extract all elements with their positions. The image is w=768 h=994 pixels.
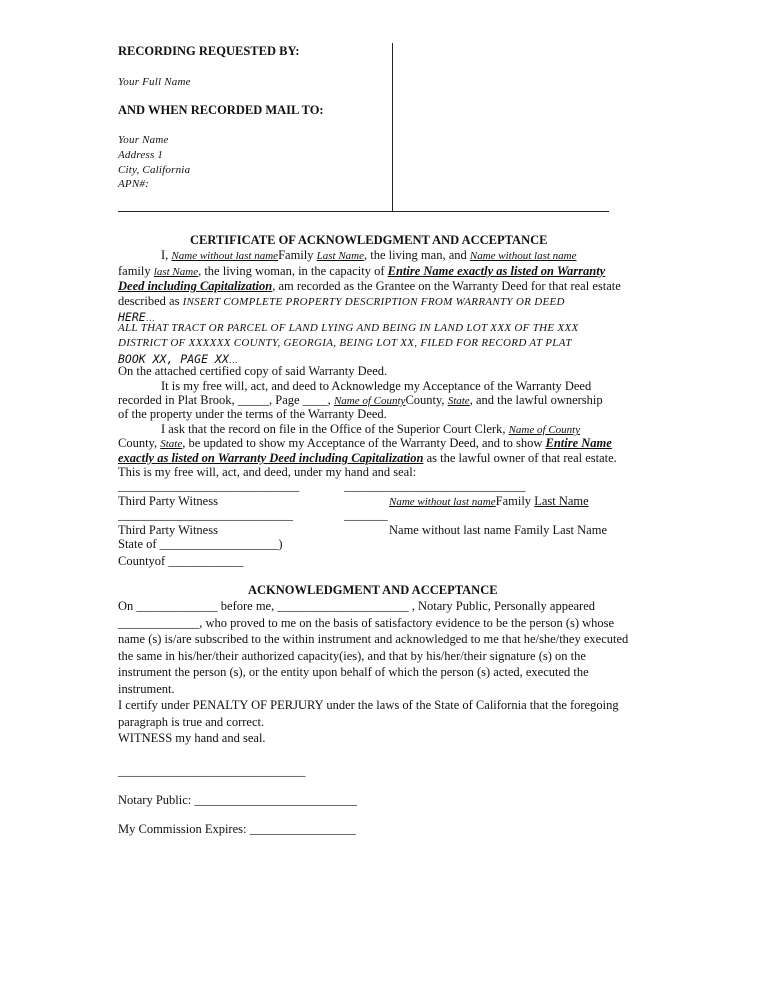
county-placeholder: Name of County <box>333 395 406 407</box>
cert-text: , the living woman, in the capacity of <box>198 264 388 278</box>
ack-line-1: On _____________ before me, _____________________ , Notary Public, Personally appeared <box>118 599 596 613</box>
header-vertical-divider <box>392 43 393 212</box>
cert-text: County, <box>405 393 448 407</box>
your-full-name-placeholder: Your Full Name <box>118 76 191 88</box>
grantee-name-2: Name without last name Family Last Name <box>389 523 608 537</box>
cert-text: I, <box>161 248 172 262</box>
cert-line-11 <box>118 393 603 408</box>
cert-line-14 <box>118 436 612 451</box>
entire-name-emphasis: Deed including Capitalization <box>118 279 273 293</box>
cert-text: County, <box>118 436 161 450</box>
here-text: HERE <box>118 310 146 324</box>
cert-text: family <box>118 264 154 278</box>
cert-line-16: This is my free will, act, and deed, under my hand and seal: <box>118 465 417 479</box>
notary-signature-line: ______________________________ <box>118 764 306 778</box>
cert-line-7: DISTRICT OF XXXXXX COUNTY, GEORGIA, BEING LOT XX, FILED FOR RECORD AT PLAT <box>118 337 572 349</box>
ellipsis: … <box>145 313 155 323</box>
acknowledgment-title: ACKNOWLEDGMENT AND ACCEPTANCE <box>248 583 498 597</box>
ack-line-7: I certify under PENALTY OF PERJURY under the laws of the State of California that the foregoing <box>118 698 619 712</box>
header-horizontal-divider <box>118 211 609 212</box>
cert-text: , be updated to show my Acceptance of the Warranty Deed, and to show <box>182 436 546 450</box>
ack-line-5: instrument the person (s), or the entity upon behalf of which the person (s) acted, executed the <box>118 665 589 679</box>
property-description-placeholder: INSERT COMPLETE PROPERTY DESCRIPTION FROM WARRANTY OR DEED <box>182 296 565 308</box>
your-name-placeholder: Your Name <box>118 134 169 146</box>
ack-line-8: paragraph is true and correct. <box>118 715 265 729</box>
commission-expires-line: My Commission Expires: _________________ <box>118 822 356 836</box>
book-page-text: BOOK XX, PAGE XX <box>118 352 229 366</box>
ellipsis: … <box>228 355 238 365</box>
recording-requested-heading: RECORDING REQUESTED BY: <box>118 44 300 58</box>
cert-text: , and the lawful ownership <box>469 393 603 407</box>
grantee-signature-line: _____________________________ <box>344 479 526 493</box>
mail-to-heading: AND WHEN RECORDED MAIL TO: <box>118 103 324 117</box>
apn-placeholder: APN#: <box>118 178 149 190</box>
cert-line-2 <box>118 264 605 279</box>
ack-line-2: _____________, who proved to me on the basis of satisfactory evidence to be the person (s) whose <box>118 616 615 630</box>
witness-signature-line-2: ____________________________ <box>118 508 293 522</box>
last-name-placeholder: last Name <box>153 266 199 278</box>
address-placeholder: Address 1 <box>118 149 164 161</box>
last-name-text: Last Name <box>534 494 589 508</box>
ack-line-9: WITNESS my hand and seal. <box>118 731 266 745</box>
cert-text: described as <box>118 294 183 308</box>
cert-text: , the living man, and <box>363 248 470 262</box>
grantee-name-1 <box>389 494 589 509</box>
cert-line-6: ALL THAT TRACT OR PARCEL OF LAND LYING AND BEING IN LAND LOT XXX OF THE XXX <box>118 322 579 334</box>
notary-public-line: Notary Public: __________________________ <box>118 793 357 807</box>
county-placeholder: Name of County <box>508 424 581 436</box>
sig-text: Family <box>495 494 535 508</box>
cert-line-4 <box>118 294 565 309</box>
state-placeholder: State <box>447 395 470 407</box>
state-of-line: State of ___________________) <box>118 537 283 551</box>
cert-text: as the lawful owner of that real estate. <box>423 451 617 465</box>
ack-line-4: the same in his/her/their authorized capacity(ies), and that by his/her/their signature (s) on the <box>118 649 586 663</box>
cert-line-13 <box>161 422 580 437</box>
ack-line-3: name (s) is/are subscribed to the within instrument and acknowledged to me that he/she/they executed <box>118 632 629 646</box>
city-placeholder: City, California <box>118 164 191 176</box>
cert-line-15 <box>118 451 617 466</box>
cert-line-9: On the attached certified copy of said Warranty Deed. <box>118 364 388 378</box>
name-placeholder: Name without last name <box>469 250 577 262</box>
cert-text: Family <box>278 248 317 262</box>
cert-text: , am recorded as the Grantee on the Warranty Deed for that real estate <box>272 279 621 293</box>
certificate-title: CERTIFICATE OF ACKNOWLEDGMENT AND ACCEPTANCE <box>190 233 548 247</box>
cert-line-10: It is my free will, act, and deed to Acknowledge my Acceptance of the Warranty Deed <box>161 379 592 393</box>
cert-text: recorded in Plat Brook, _____, Page ____, <box>118 393 334 407</box>
name-placeholder: Name without last name <box>389 496 496 508</box>
witness-label-2: Third Party Witness <box>118 523 218 537</box>
cert-line-3 <box>118 279 621 294</box>
entire-name-emphasis: Entire Name <box>545 436 612 450</box>
last-name-placeholder: Last Name <box>316 250 364 262</box>
cert-line-1 <box>161 248 577 263</box>
witness-label-1: Third Party Witness <box>118 494 218 508</box>
county-of-line: Countyof ____________ <box>118 554 244 568</box>
state-placeholder: State <box>160 438 183 450</box>
ack-line-6: instrument. <box>118 682 175 696</box>
cert-text: I ask that the record on file in the Office of the Superior Court Clerk, <box>161 422 509 436</box>
grantee-signature-line-2: _______ <box>344 508 388 522</box>
witness-signature-line: _____________________________ <box>118 479 300 493</box>
entire-name-emphasis: Entire Name exactly as listed on Warranty <box>387 264 606 278</box>
name-placeholder: Name without last name <box>171 250 279 262</box>
entire-name-emphasis: exactly as listed on Warranty Deed including Capitalization <box>118 451 424 465</box>
cert-line-12: of the property under the terms of the Warranty Deed. <box>118 407 387 421</box>
